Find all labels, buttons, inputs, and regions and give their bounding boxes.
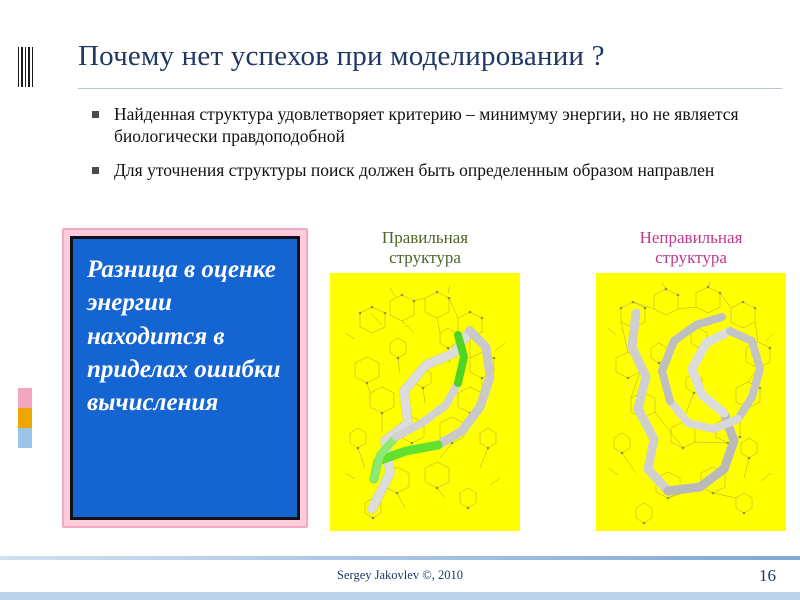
- bullet-square-icon: [92, 167, 99, 174]
- figure-caption-line2: структура: [655, 247, 727, 267]
- figure-correct-structure: [330, 228, 520, 531]
- page-number: 16: [759, 566, 776, 585]
- callout-box: [62, 228, 308, 528]
- title-decoration-bars: [18, 47, 34, 87]
- title-divider: [78, 88, 782, 89]
- figure-caption: [330, 228, 520, 267]
- page-title: Почему нет успехов при моделировании ?: [78, 40, 605, 72]
- figure-caption-line1: Правильная: [381, 228, 469, 247]
- footer-credit: Sergey Jakovlev ©, 2010: [337, 568, 463, 582]
- bullet-square-icon: [92, 111, 99, 118]
- list-item: [88, 104, 778, 148]
- swatch-orange: [18, 408, 32, 428]
- figure-incorrect-structure: [596, 228, 786, 531]
- bullet-text: Для уточнения структуры поиск должен быть определенным образом направлен: [114, 159, 715, 180]
- callout-inner: [70, 236, 300, 520]
- molecule-image-correct: [330, 273, 520, 531]
- figure-caption-line2: структура: [389, 247, 461, 267]
- swatch-pink: [18, 388, 32, 408]
- bottom-strip: [0, 592, 800, 600]
- callout-text: Разница в оценке энергии находится в приделах ошибки вычисления: [87, 256, 281, 416]
- swatch-blue: [18, 428, 32, 448]
- figure-caption-line1: Неправильная: [639, 228, 743, 247]
- figure-caption: [596, 228, 786, 267]
- bullet-list: [88, 104, 778, 194]
- molecule-image-incorrect: [596, 273, 786, 531]
- list-item: [88, 160, 778, 182]
- side-color-swatches: [18, 388, 32, 448]
- bullet-text: Найденная структура удовлетворяет критерию – минимуму энергии, но не является биологически правдоподобной: [114, 104, 739, 146]
